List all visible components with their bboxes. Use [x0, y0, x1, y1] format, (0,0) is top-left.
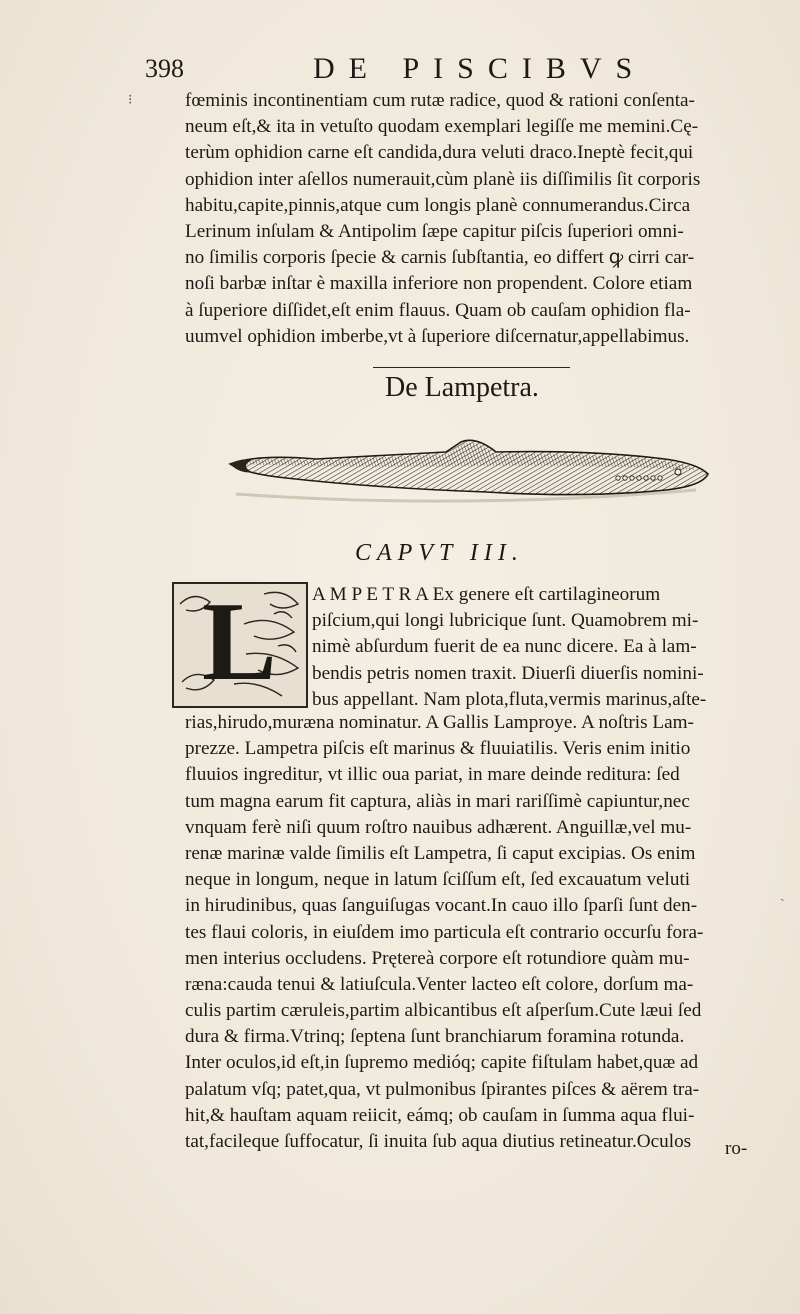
lamprey-illustration: [226, 432, 712, 512]
top-paragraph: [185, 88, 755, 350]
text-line: fluuios ingreditur, vt illic oua pariat, in mare deinde reditura: ſed: [185, 764, 680, 786]
catchword: ro-: [725, 1138, 748, 1159]
text-line: noſi barbæ inſtar è maxilla inferiore non propendent. Colore etiam: [185, 273, 693, 295]
text-line: fœminis incontinentiam cum rutæ radice, quod & rationi conſenta-: [185, 90, 695, 111]
text-line: neum eſt,& ita in vetuſto quodam exemplari legiſſe me memini.Cę-: [185, 116, 699, 138]
body-text: [185, 710, 755, 1155]
opening-lines: [312, 582, 757, 713]
text-line: renæ marinæ valde ſimilis eſt Lampetra, ſi caput excipias. Os enim: [185, 842, 696, 864]
text-line: hit,& hauſtam aquam reiicit, eámq; ob cauſam in ſumma aqua flui-: [185, 1104, 695, 1126]
text-line: tum magna earum fit captura, aliàs in mari rariſſimè capiuntur,nec: [185, 790, 690, 812]
text-line: Inter oculos,id eſt,in ſupremo medióq; capite fiſtulam habet,quæ ad: [185, 1052, 699, 1074]
text-line: vnquam ferè niſi quum roſtro nauibus adhærent. Anguillæ,vel mu-: [185, 816, 692, 838]
text-line: tat,facileque ſuffocatur, ſi inuita ſub aqua diutius retineatur.Oculos: [185, 1131, 692, 1152]
text-line: culis partim cæruleis,partim albicantibus eſt aſperſum.Cute læui ſed: [185, 1000, 702, 1022]
text-line: ophidion inter aſellos numerauit,cùm planè iis diſſimilis ſit corporis: [185, 168, 701, 190]
text-line: A M P E T R A Ex genere eſt cartilagineorum: [312, 584, 661, 605]
margin-mark: ˎ: [780, 886, 785, 902]
text-line: tes flaui coloris, in eiuſdem imo particula eſt contrario occurſu fora-: [185, 921, 704, 943]
text-line: Lerinum inſulam & Antipolim ſæpe capitur piſcis ſuperiori omni-: [185, 220, 684, 242]
text-line: bendis petris nomen traxit. Diuerſi diuerſis nomini-: [312, 662, 704, 684]
section-title: De Lampetra.: [385, 372, 539, 403]
page-header: [145, 52, 755, 92]
text-line: rias,hirudo,muræna nominatur. A Gallis Lamproye. A noſtris Lam-: [185, 712, 694, 733]
text-line: nimè abſurdum fuerit de ea nunc dicere. Ea à lam-: [312, 636, 697, 658]
text-line: bus appellant. Nam plota,fluta,vermis marinus,aſte-: [312, 688, 707, 710]
text-line: ræna:cauda tenui & latiuſcula.Venter lacteo eſt colore, dorſum ma-: [185, 973, 694, 995]
text-line: habitu,capite,pinnis,atque cum longis planè connumerandus.Circa: [185, 194, 691, 216]
page-number: 398: [145, 54, 184, 83]
running-title: DE PISCIBVS: [313, 52, 647, 85]
section-rule: [373, 367, 570, 368]
text-line: piſcium,qui longi lubricique ſunt. Quamobrem mi-: [312, 610, 699, 632]
chapter-heading: CAPVT III.: [355, 540, 524, 566]
text-line: no ſimilis corporis ſpecie & carnis ſubſtantia, eo differt ꝙ cirri car-: [185, 247, 695, 269]
text-line: uumvel ophidion imberbe,vt à ſuperiore diſcernatur,appellabimus.: [185, 325, 690, 347]
text-line: dura & firma.Vtrinq; ſeptena ſunt branchiarum foramina rotunda.: [185, 1026, 685, 1048]
text-line: terùm ophidion carne eſt candida,dura veluti draco.Ineptè fecit,qui: [185, 142, 694, 164]
text-line: in hirudinibus, quas ſanguiſugas vocant.In cauo illo ſparſi ſunt den-: [185, 895, 698, 917]
text-line: prezze. Lampetra piſcis eſt marinus & fluuiatilis. Veris enim initio: [185, 738, 691, 760]
text-line: à ſuperiore diſſidet,eſt enim flauus. Quam ob cauſam ophidion fla-: [185, 299, 691, 321]
text-line: men interius occludens. Prętereà corpore eſt rotundiore quàm mu-: [185, 947, 690, 969]
text-line: neque in longum, neque in latum ſciſſum eſt, ſed excauatum veluti: [185, 869, 691, 891]
lamprey-woodcut-icon: [226, 432, 712, 508]
text-line: palatum vſq; patet,qua, vt pulmonibus ſpirantes piſces & aërem tra-: [185, 1078, 700, 1100]
margin-mark: ⁝: [128, 92, 133, 108]
initial-letter: L: [202, 580, 277, 704]
decorated-initial: [172, 582, 308, 708]
